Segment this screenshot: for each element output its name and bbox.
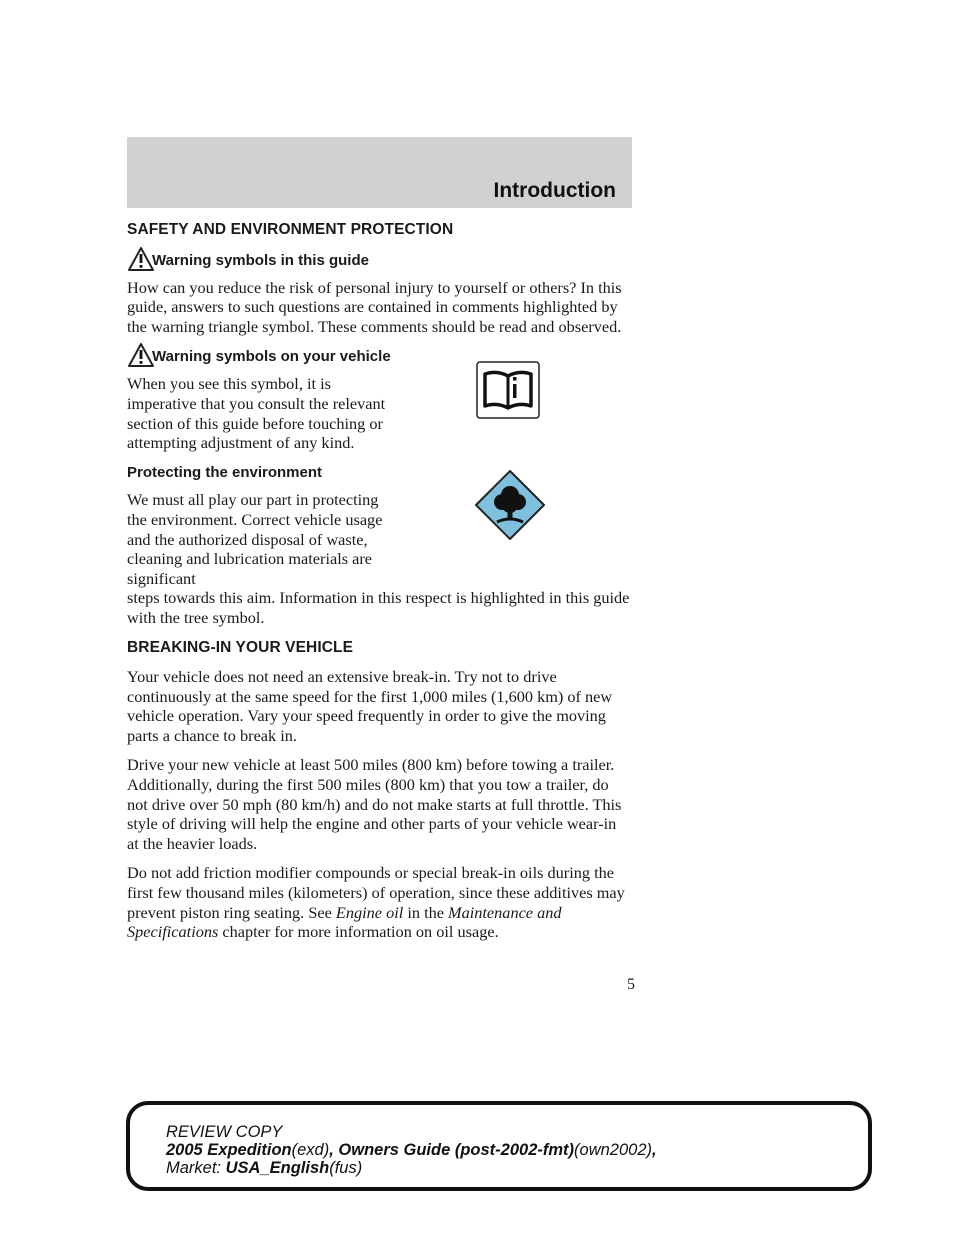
footer-market: USA_English (225, 1159, 330, 1177)
footer-market-label: Market: (166, 1159, 226, 1177)
vehicle-warning-text: When you see this symbol, it is imperative that you consult the relevant section of this guide before touching or attempting adjustment of any kind. (127, 374, 386, 453)
vehicle-warning-heading-text: Warning symbols on your vehicle (152, 348, 391, 366)
page-content (127, 220, 632, 952)
footer-model-code: (exd) (291, 1141, 330, 1159)
footer-line-3 (166, 1159, 657, 1177)
chapter-title: Introduction (493, 179, 616, 202)
engine-oil-reference: Engine oil (335, 902, 404, 922)
guide-warning-heading (127, 250, 632, 272)
page-number: 5 (627, 976, 635, 993)
footer-guide: , Owners Guide (post-2002-fmt) (329, 1141, 575, 1159)
breakin-paragraph-1: Your vehicle does not need an extensive break-in. Try not to drive continuously at the same speed for the first 1,000 miles (1,600 km) of new vehicle operation. Vary your speed frequently in order to give the moving parts a chance to break in. (127, 667, 613, 745)
environment-block (127, 490, 632, 588)
footer-guide-code: (own2002) (574, 1141, 652, 1159)
guide-warning-text: How can you reduce the risk of personal injury to yourself or others? In this guide, answers to such questions are contained in comments highlighted by the warning triangle symbol. These comments should be read and observed. (127, 277, 622, 336)
environment-heading: Protecting the environment (127, 463, 323, 481)
guide-warning-heading-text: Warning symbols in this guide (152, 251, 369, 269)
breakin-p3-text: chapter for more information on oil usage. (218, 922, 499, 942)
review-copy-footer (166, 1123, 657, 1177)
vehicle-warning-heading (127, 346, 632, 368)
breakin-heading: BREAKING-IN YOUR VEHICLE (127, 638, 354, 656)
footer-model: 2005 Expedition (166, 1141, 292, 1159)
vehicle-warning-block (127, 374, 632, 452)
owner-manual-book-icon (475, 360, 541, 420)
footer-line-2 (166, 1141, 657, 1159)
breakin-paragraph-2: Drive your new vehicle at least 500 miles (800 km) before towing a trailer. Additionally, during the first 500 miles (800 km) that you tow a trailer, do not drive over 50 mph (80 km/h) and do not make starts at full throttle. This style of driving will help the engine and other parts of your vehicle wear-in at the heavier loads. (127, 755, 622, 853)
maintenance-chapter-reference: Maintenance and Specifications (127, 902, 562, 942)
environment-text-part1: We must all play our part in protecting the environment. Correct vehicle usage and the authorized disposal of waste, cleaning and lubrication materials are significant (127, 490, 383, 588)
header-band (127, 137, 632, 208)
warning-triangle-icon (127, 342, 155, 368)
footer-market-code: (fus) (329, 1159, 363, 1177)
safety-heading: SAFETY AND ENVIRONMENT PROTECTION (127, 221, 454, 238)
breakin-paragraph-3 (127, 863, 632, 941)
breakin-p3-text: in the (403, 902, 449, 922)
breakin-p3-text: Do not add friction modifier compounds or special break-in oils during the first few thousand miles (kilometers) of operation, since these additives may prevent piston ring seating. See (127, 863, 625, 922)
environment-text-part2: steps towards this aim. Information in this respect is highlighted in this guide with the tree symbol. (127, 588, 630, 627)
footer-comma: , (652, 1141, 657, 1159)
review-copy-label: REVIEW COPY (166, 1123, 283, 1141)
tree-environment-icon (473, 468, 547, 542)
warning-triangle-icon (127, 246, 155, 272)
